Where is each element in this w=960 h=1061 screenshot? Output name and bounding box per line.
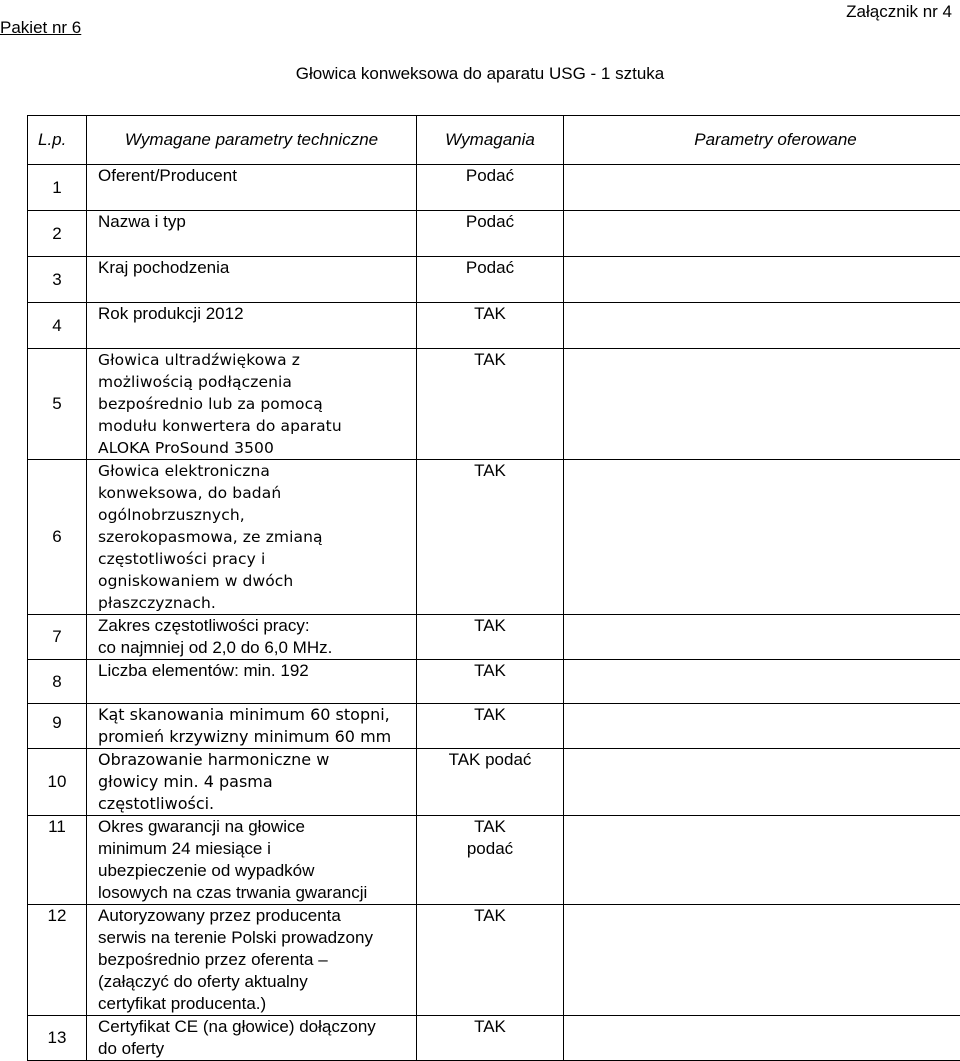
package-label: Pakiet nr 6 <box>0 18 81 38</box>
table-row <box>28 165 960 211</box>
description-line: bezpośrednio lub za pomocą <box>98 393 416 415</box>
table-row <box>28 660 960 704</box>
offered-parameter-cell[interactable] <box>564 211 960 257</box>
requirement-value <box>417 615 564 660</box>
requirement-value <box>417 1016 564 1061</box>
description-line: częstotliwości pracy i <box>98 548 416 570</box>
description-line: losowych na czas trwania gwarancji <box>98 882 416 904</box>
row-number: 11 <box>28 816 87 905</box>
requirement-value <box>417 704 564 749</box>
description-line: co najmniej od 2,0 do 6,0 MHz. <box>98 637 416 659</box>
column-header-lp: L.p. <box>28 116 87 165</box>
requirement-line: Podać <box>417 211 563 233</box>
parameter-description <box>87 615 417 660</box>
description-line: szerokopasmowa, ze zmianą <box>98 526 416 548</box>
description-line: Okres gwarancji na głowice <box>98 816 416 838</box>
offered-parameter-cell[interactable] <box>564 1016 960 1061</box>
description-line: płaszczyznach. <box>98 592 416 614</box>
description-line: minimum 24 miesiące i <box>98 838 416 860</box>
requirement-value <box>417 257 564 303</box>
row-number: 5 <box>28 349 87 460</box>
table-row <box>28 704 960 749</box>
table-row <box>28 257 960 303</box>
requirements-table <box>27 115 960 1061</box>
offered-parameter-cell[interactable] <box>564 749 960 816</box>
table-row <box>28 615 960 660</box>
description-line: Nazwa i typ <box>98 211 416 233</box>
description-line: możliwością podłączenia <box>98 371 416 393</box>
table-row <box>28 460 960 615</box>
offered-parameter-cell[interactable] <box>564 303 960 349</box>
row-number: 1 <box>28 165 87 211</box>
table-row <box>28 816 960 905</box>
description-line: Głowica elektroniczna <box>98 460 416 482</box>
offered-parameter-cell[interactable] <box>564 660 960 704</box>
description-line: do oferty <box>98 1038 416 1060</box>
requirement-line: TAK podać <box>417 749 563 771</box>
description-line: konweksowa, do badań <box>98 482 416 504</box>
description-line: ALOKA ProSound 3500 <box>98 437 416 459</box>
parameter-description <box>87 816 417 905</box>
requirement-line: TAK <box>417 615 563 637</box>
requirement-line: Podać <box>417 257 563 279</box>
description-line: głowicy min. 4 pasma <box>98 771 416 793</box>
description-line: bezpośrednio przez oferenta – <box>98 949 416 971</box>
requirement-value <box>417 816 564 905</box>
description-line: Zakres częstotliwości pracy: <box>98 615 416 637</box>
requirement-line: Podać <box>417 165 563 187</box>
parameter-description <box>87 257 417 303</box>
description-line: Kraj pochodzenia <box>98 257 416 279</box>
table-row <box>28 349 960 460</box>
offered-parameter-cell[interactable] <box>564 615 960 660</box>
requirement-line: podać <box>417 838 563 860</box>
row-number: 8 <box>28 660 87 704</box>
document-title: Głowica konweksowa do aparatu USG - 1 sztuka <box>0 64 960 84</box>
column-header-requirements: Wymagania <box>417 116 564 165</box>
description-line: Obrazowanie harmoniczne w <box>98 749 416 771</box>
requirement-line: TAK <box>417 816 563 838</box>
description-line: Kąt skanowania minimum 60 stopni, <box>98 704 416 726</box>
table-row <box>28 905 960 1016</box>
offered-parameter-cell[interactable] <box>564 257 960 303</box>
offered-parameter-cell[interactable] <box>564 816 960 905</box>
parameter-description <box>87 211 417 257</box>
row-number: 7 <box>28 615 87 660</box>
offered-parameter-cell[interactable] <box>564 905 960 1016</box>
offered-parameter-cell[interactable] <box>564 460 960 615</box>
requirement-value <box>417 349 564 460</box>
parameter-description <box>87 165 417 211</box>
row-number: 12 <box>28 905 87 1016</box>
description-line: certyfikat producenta.) <box>98 993 416 1015</box>
parameter-description <box>87 660 417 704</box>
requirement-line: TAK <box>417 1016 563 1038</box>
description-line: Rok produkcji 2012 <box>98 303 416 325</box>
parameter-description <box>87 460 417 615</box>
row-number: 9 <box>28 704 87 749</box>
row-number: 13 <box>28 1016 87 1061</box>
table-row <box>28 211 960 257</box>
description-line: częstotliwości. <box>98 793 416 815</box>
table-header-row <box>28 116 960 165</box>
table-row <box>28 303 960 349</box>
requirement-value <box>417 303 564 349</box>
parameter-description <box>87 905 417 1016</box>
requirement-line: TAK <box>417 349 563 371</box>
table-row <box>28 1016 960 1061</box>
offered-parameter-cell[interactable] <box>564 704 960 749</box>
description-line: Autoryzowany przez producenta <box>98 905 416 927</box>
column-header-parameters: Wymagane parametry techniczne <box>87 116 417 165</box>
parameter-description <box>87 1016 417 1061</box>
column-header-offered: Parametry oferowane <box>564 116 960 165</box>
description-line: ubezpieczenie od wypadków <box>98 860 416 882</box>
description-line: Oferent/Producent <box>98 165 416 187</box>
row-number: 3 <box>28 257 87 303</box>
description-line: ogólnobrzusznych, <box>98 504 416 526</box>
table-row <box>28 749 960 816</box>
description-line: modułu konwertera do aparatu <box>98 415 416 437</box>
requirement-line: TAK <box>417 660 563 682</box>
requirement-value <box>417 905 564 1016</box>
parameter-description <box>87 749 417 816</box>
description-line: Liczba elementów: min. 192 <box>98 660 416 682</box>
parameter-description <box>87 303 417 349</box>
row-number: 10 <box>28 749 87 816</box>
description-line: promień krzywizny minimum 60 mm <box>98 726 416 748</box>
row-number: 2 <box>28 211 87 257</box>
requirement-line: TAK <box>417 905 563 927</box>
requirement-value <box>417 749 564 816</box>
requirement-value <box>417 660 564 704</box>
offered-parameter-cell[interactable] <box>564 349 960 460</box>
attachment-label: Załącznik nr 4 <box>846 2 952 22</box>
requirement-value <box>417 211 564 257</box>
parameter-description <box>87 349 417 460</box>
description-line: (załączyć do oferty aktualny <box>98 971 416 993</box>
row-number: 6 <box>28 460 87 615</box>
description-line: Głowica ultradźwiękowa z <box>98 349 416 371</box>
description-line: Certyfikat CE (na głowice) dołączony <box>98 1016 416 1038</box>
requirement-line: TAK <box>417 704 563 726</box>
row-number: 4 <box>28 303 87 349</box>
offered-parameter-cell[interactable] <box>564 165 960 211</box>
requirement-value <box>417 165 564 211</box>
requirement-value <box>417 460 564 615</box>
description-line: serwis na terenie Polski prowadzony <box>98 927 416 949</box>
parameter-description <box>87 704 417 749</box>
requirement-line: TAK <box>417 460 563 482</box>
requirement-line: TAK <box>417 303 563 325</box>
description-line: ogniskowaniem w dwóch <box>98 570 416 592</box>
